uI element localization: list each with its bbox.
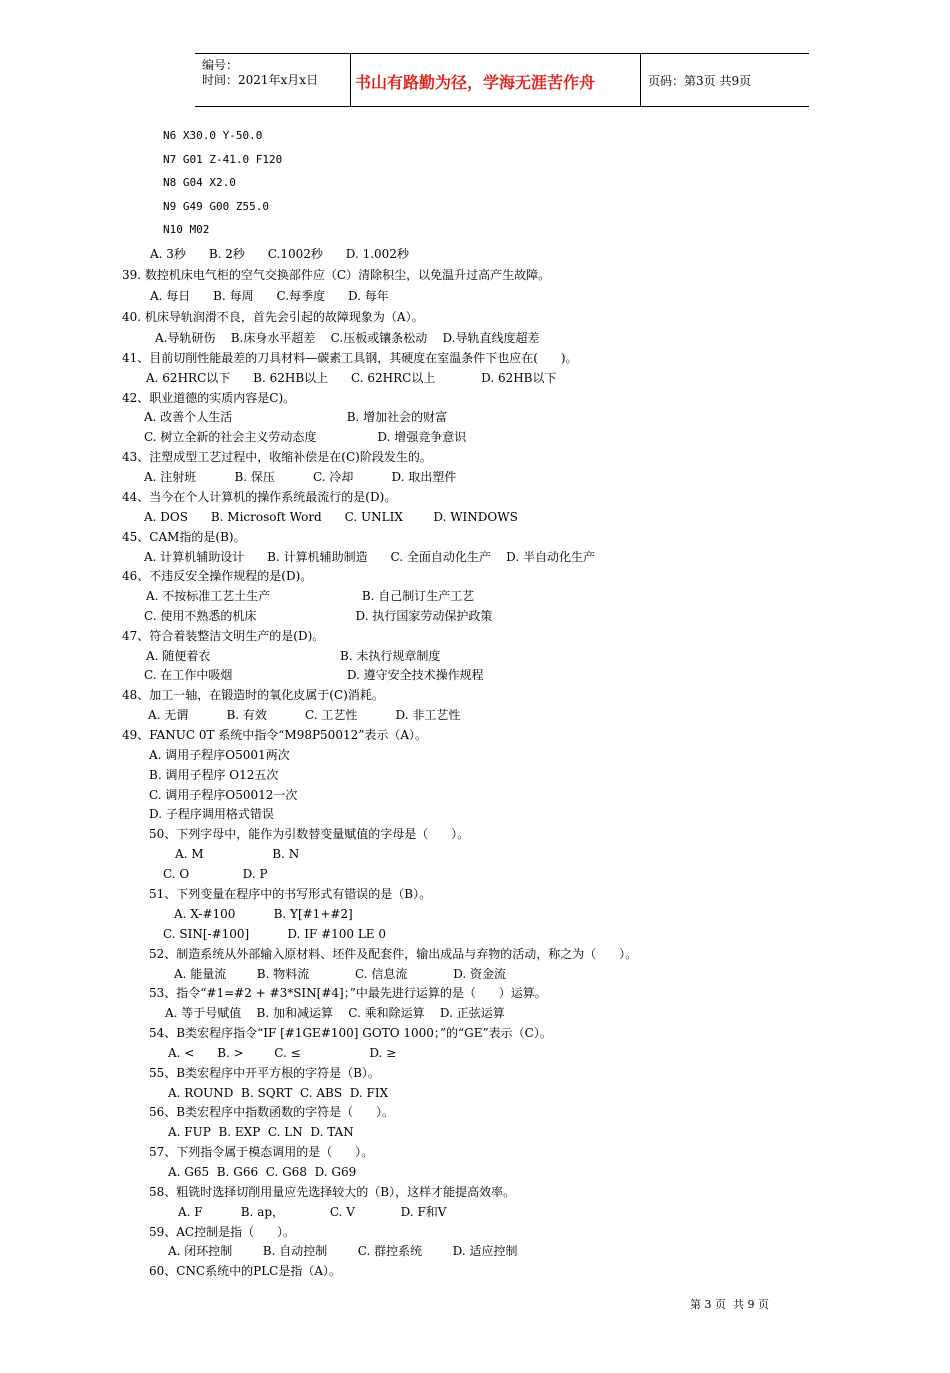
text-line: A.导轨研伤 B.床身水平超差 C.压板或镶条松动 D.导轨直线度超差 xyxy=(155,331,540,345)
text-line: 40. 机床导轨润滑不良，首先会引起的故障现象为（A）。 xyxy=(122,310,424,324)
text-line: 60、CNC系统中的PLC是指（A）。 xyxy=(149,1264,342,1278)
header-motto: 书山有路勤为径，学海无涯苦作舟 xyxy=(355,73,596,92)
text-line: B. 调用子程序 O12五次 xyxy=(149,768,279,782)
text-line: 53、指令“#1=#2 + #3*SIN[#4]；”中最先进行运算的是（ ）运算。 xyxy=(149,986,547,1000)
text-line: C. O D. P xyxy=(163,867,268,881)
text-line: A. 不按标准工艺土生产 B. 自己制订生产工艺 xyxy=(146,589,475,603)
text-line: 48、加工一轴，在锻造时的氧化皮属于(C)消耗。 xyxy=(122,688,384,702)
text-line: A. F B. ap， C. V D. F和V xyxy=(178,1205,447,1219)
text-line: C. 使用不熟悉的机床 D. 执行国家劳动保护政策 xyxy=(144,609,493,623)
text-line: 39. 数控机床电气柜的空气交换部件应（C）清除积尘，以免温升过高产生故障。 xyxy=(122,268,551,282)
text-line: A. 计算机辅助设计 B. 计算机辅助制造 C. 全面自动化生产 D. 半自动化生产 xyxy=(144,550,595,564)
text-line: 57、下列指令属于模态调用的是（ ）。 xyxy=(149,1145,374,1159)
text-line: 59、AC控制是指（ ）。 xyxy=(149,1225,296,1239)
text-line: N7 G01 Z-41.0 F120 xyxy=(163,153,283,166)
text-line: 50、下列字母中，能作为引数替变量赋值的字母是（ ）。 xyxy=(149,827,470,841)
text-line: C. 树立全新的社会主义劳动态度 D. 增强竞争意识 xyxy=(144,430,467,444)
text-line: N6 X30.0 Y-50.0 xyxy=(163,129,263,142)
header-divider xyxy=(640,54,641,106)
text-line: C. SIN[-#100] D. IF #100 LE 0 xyxy=(163,927,387,941)
text-line: 58、粗铣时选择切削用量应先选择较大的（B），这样才能提高效率。 xyxy=(149,1185,516,1199)
text-line: 47、符合着装整洁文明生产的是(D)。 xyxy=(122,629,325,643)
text-line: A. 改善个人生活 B. 增加社会的财富 xyxy=(144,410,448,424)
text-line: A. 调用子程序O5001两次 xyxy=(149,748,290,762)
text-line: A. 62HRC以下 B. 62HB以上 C. 62HRC以上 D. 62HB以下 xyxy=(146,371,557,385)
text-line: 56、B类宏程序中指数函数的字符是（ ）。 xyxy=(149,1105,394,1119)
text-line: N10 M02 xyxy=(163,223,210,236)
text-line: 55、B类宏程序中开平方根的字符是（B）。 xyxy=(149,1066,380,1080)
text-line: A. 无谓 B. 有效 C. 工艺性 D. 非工艺性 xyxy=(148,708,461,722)
text-line: A. 闭环控制 B. 自动控制 C. 群控系统 D. 适应控制 xyxy=(168,1244,518,1258)
text-line: A. 随便着衣 B. 未执行规章制度 xyxy=(146,649,441,663)
text-line: A. 能量流 B. 物料流 C. 信息流 D. 资金流 xyxy=(174,967,507,981)
text-line: 43、注塑成型工艺过程中，收缩补偿是在(C)阶段发生的。 xyxy=(122,450,432,464)
header-number: 编号： xyxy=(202,58,239,72)
text-line: 49、FANUC 0T 系统中指令“M98P50012”表示（A）。 xyxy=(122,728,428,742)
text-line: A. DOS B. Microsoft Word C. UNLIX D. WINDOWS xyxy=(144,510,518,524)
header-page-number: 页码：第3页 共9页 xyxy=(648,74,752,88)
text-line: 45、CAM指的是(B)。 xyxy=(122,530,246,544)
text-line: 44、当今在个人计算机的操作系统最流行的是(D)。 xyxy=(122,490,397,504)
text-line: A. 每日 B. 每周 C.每季度 D. 每年 xyxy=(150,289,389,303)
text-line: A. < B. > C. ≤ D. ≥ xyxy=(168,1046,397,1060)
text-line: A. 注射班 B. 保压 C. 冷却 D. 取出塑件 xyxy=(144,470,457,484)
text-line: 54、B类宏程序指令“IF [#1GE#100] GOTO 1000；”的“GE”表示（C）。 xyxy=(149,1026,552,1040)
header-divider xyxy=(350,54,351,106)
text-line: A. ROUND B. SQRT C. ABS D. FIX xyxy=(168,1086,389,1100)
text-line: N9 G49 G00 Z55.0 xyxy=(163,200,269,213)
text-line: D. 子程序调用格式错误 xyxy=(149,807,274,821)
text-line: 51、下列变量在程序中的书写形式有错误的是（B）。 xyxy=(149,887,432,901)
text-line: C. 调用子程序O50012一次 xyxy=(149,788,298,802)
page-footer: 第 3 页 共 9 页 xyxy=(690,1298,769,1311)
text-line: A. 3秒 B. 2秒 C.1002秒 D. 1.002秒 xyxy=(150,247,409,261)
text-line: A. FUP B. EXP C. LN D. TAN xyxy=(168,1125,354,1139)
text-line: 42、职业道德的实质内容是C)。 xyxy=(122,391,296,405)
page-header xyxy=(195,53,809,107)
text-line: A. 等于号赋值 B. 加和减运算 C. 乘和除运算 D. 正弦运算 xyxy=(165,1006,505,1020)
header-time: 时间：2021年x月x日 xyxy=(202,73,319,87)
text-line: 41、目前切削性能最差的刀具材料—碳素工具钢，其硬度在室温条件下也应在( )。 xyxy=(122,351,578,365)
text-line: C. 在工作中吸烟 D. 遵守安全技术操作规程 xyxy=(144,668,484,682)
text-line: A. X-#100 B. Y[#1+#2] xyxy=(174,907,353,921)
header-meta xyxy=(202,58,318,88)
text-line: 52、制造系统从外部输入原材料、坯件及配套件，输出成品与弃物的活动，称之为（ ）。 xyxy=(149,947,638,961)
text-line: N8 G04 X2.0 xyxy=(163,176,236,189)
text-line: A. G65 B. G66 C. G68 D. G69 xyxy=(168,1165,357,1179)
text-line: A. M B. N xyxy=(175,847,300,861)
text-line: 46、不违反安全操作规程的是(D)。 xyxy=(122,569,313,583)
